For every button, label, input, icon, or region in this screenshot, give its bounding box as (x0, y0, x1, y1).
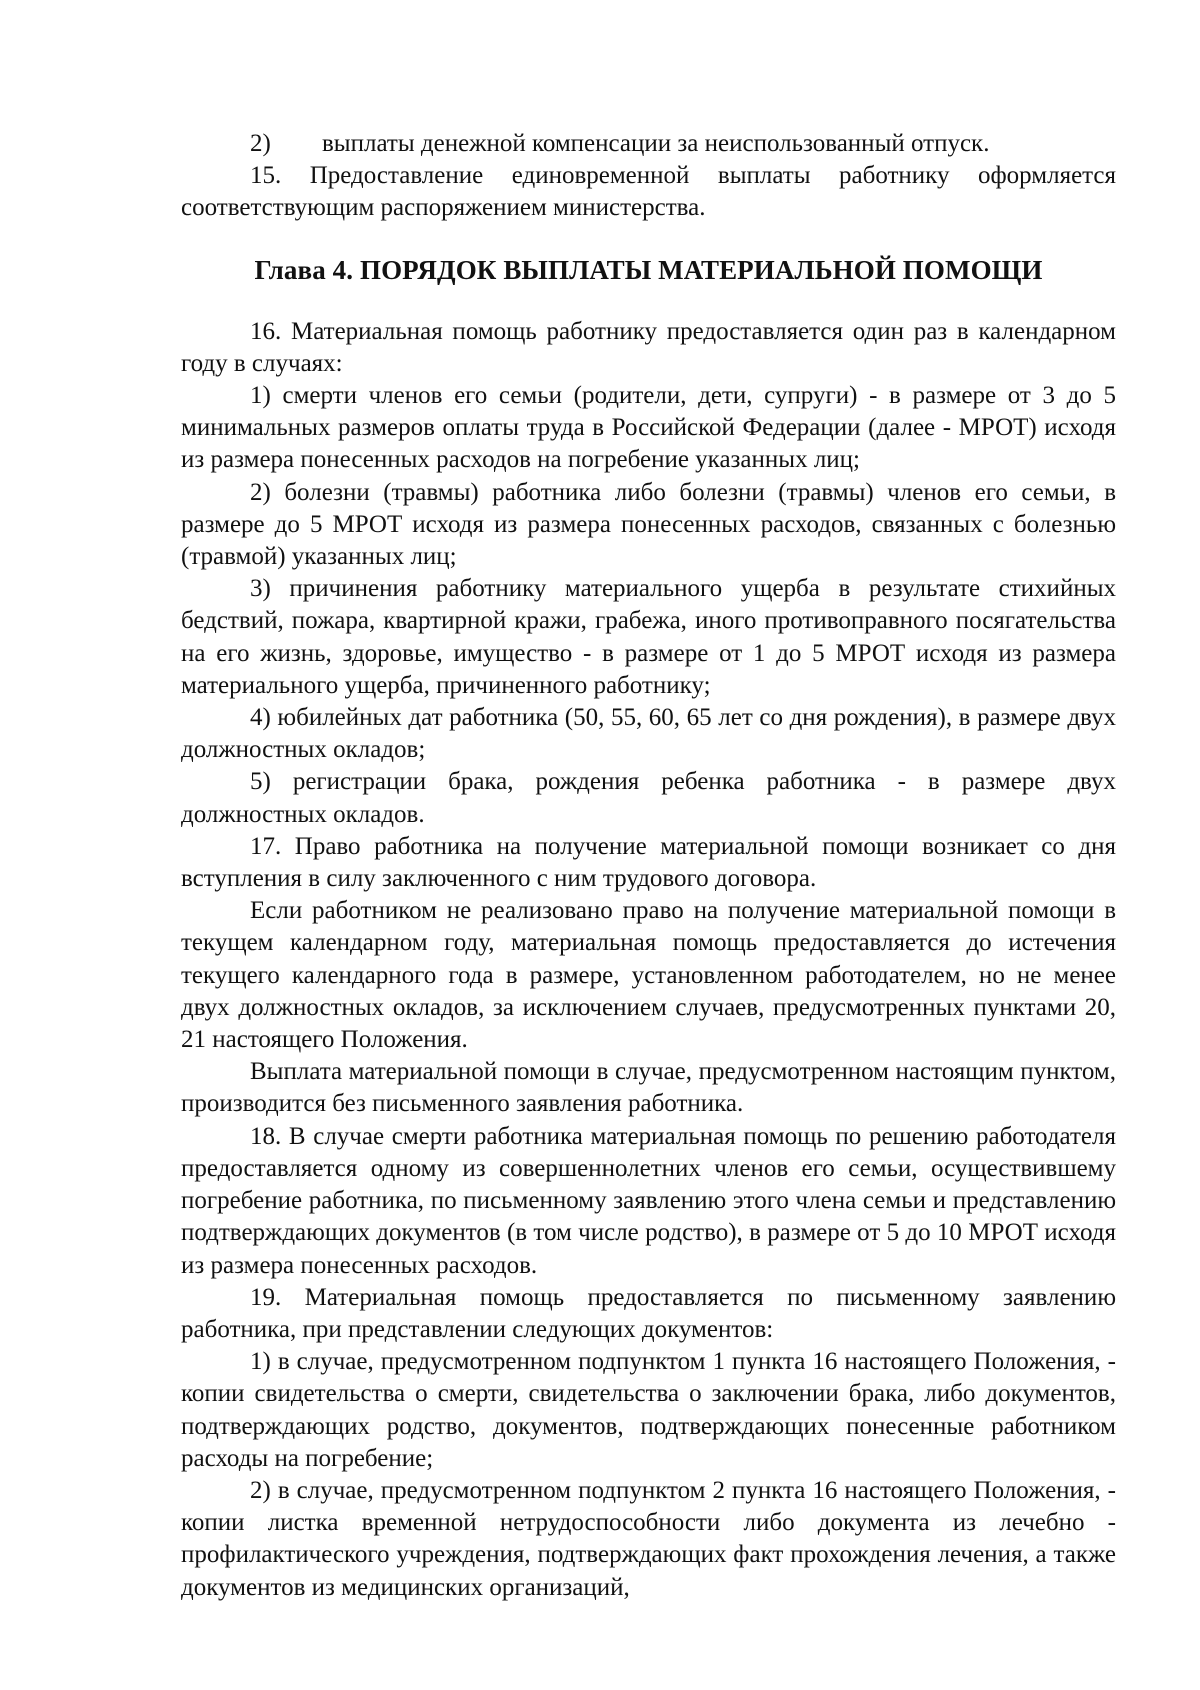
paragraph-16-item-5: 5) регистрации брака, рождения ребенка работника - в размере двух должностных окладов. (181, 768, 1116, 828)
paragraph-16-item-2: 2) болезни (травмы) работника либо болезни (травмы) членов его семьи, в размере до 5 МРОТ исходя из размера понесенных расходов, связанных с болезнью (травмой) указанных лиц; (181, 478, 1116, 571)
list-item-2 (181, 128, 1116, 160)
list-item-text: выплаты денежной компенсации за неиспользованный отпуск. (322, 130, 990, 157)
paragraph-16-item-1: 1) смерти членов его семьи (родители, дети, супруги) - в размере от 3 до 5 минимальных размеров оплаты труда в Российской Федерации (далее - МРОТ) исходя из размера понесенных расходов на погребение указанных лиц; (181, 382, 1116, 474)
list-item-number: 2) (250, 130, 271, 157)
paragraph-16: 16. Материальная помощь работнику предоставляется один раз в календарном году в случаях: (181, 317, 1116, 377)
paragraph-17-part-2: Если работником не реализовано право на получение материальной помощи в текущем календарном году, материальная помощь предоставляется до истечения текущего календарного года в размере, установленном работодателем, но не менее двух должностных окладов, за исключением случаев, предусмотренных пунктами 20, 21 настоящего Положения. (181, 897, 1116, 1054)
paragraph-19-item-1: 1) в случае, предусмотренном подпунктом 1 пункта 16 настоящего Положения, - копии свидетельства о смерти, свидетельства о заключении брака, либо документов, подтверждающих родство, документов, подтверждающих понесенные работником расходы на погребение; (181, 1348, 1116, 1472)
paragraph-18: 18. В случае смерти работника материальная помощь по решению работодателя предоставляется одному из совершеннолетних членов его семьи, осуществившему погребение работника, по письменному заявлению этого члена семьи и представлению подтверждающих документов (в том числе родство), в размере от 5 до 10 МРОТ исходя из размера понесенных расходов. (181, 1122, 1116, 1279)
paragraph-16-item-4: 4) юбилейных дат работника (50, 55, 60, 65 лет со дня рождения), в размере двух должностных окладов; (181, 704, 1116, 764)
paragraph-19-item-2: 2) в случае, предусмотренном подпунктом 2 пункта 16 настоящего Положения, - копии листка временной нетрудоспособности либо документа из лечебно - профилактического учреждения, подтверждающих факт прохождения лечения, а также документов из медицинских организаций, (181, 1476, 1116, 1601)
chapter-heading: Глава 4. ПОРЯДОК ВЫПЛАТЫ МАТЕРИАЛЬНОЙ ПОМОЩИ (254, 254, 1043, 285)
paragraph-17: 17. Право работника на получение материальной помощи возникает со дня вступления в силу заключенного с ним трудового договора. (181, 832, 1116, 893)
paragraph-16-item-3: 3) причинения работнику материального ущерба в результате стихийных бедствий, пожара, квартирной кражи, грабежа, иного противоправного посягательства на его жизнь, здоровье, имущество - в размере от 1 до 5 МРОТ исходя из размера материального ущерба, причиненного работнику; (181, 575, 1116, 699)
paragraph-15: 15. Предоставление единовременной выплаты работнику оформляется соответствующим распоряжением министерства. (181, 162, 1116, 222)
document-page (181, 128, 1116, 1604)
paragraph-17-part-3: Выплата материальной помощи в случае, предусмотренном настоящим пунктом, производится без письменного заявления работника. (181, 1058, 1116, 1118)
paragraph-19: 19. Материальная помощь предоставляется по письменному заявлению работника, при представлении следующих документов: (181, 1283, 1116, 1343)
